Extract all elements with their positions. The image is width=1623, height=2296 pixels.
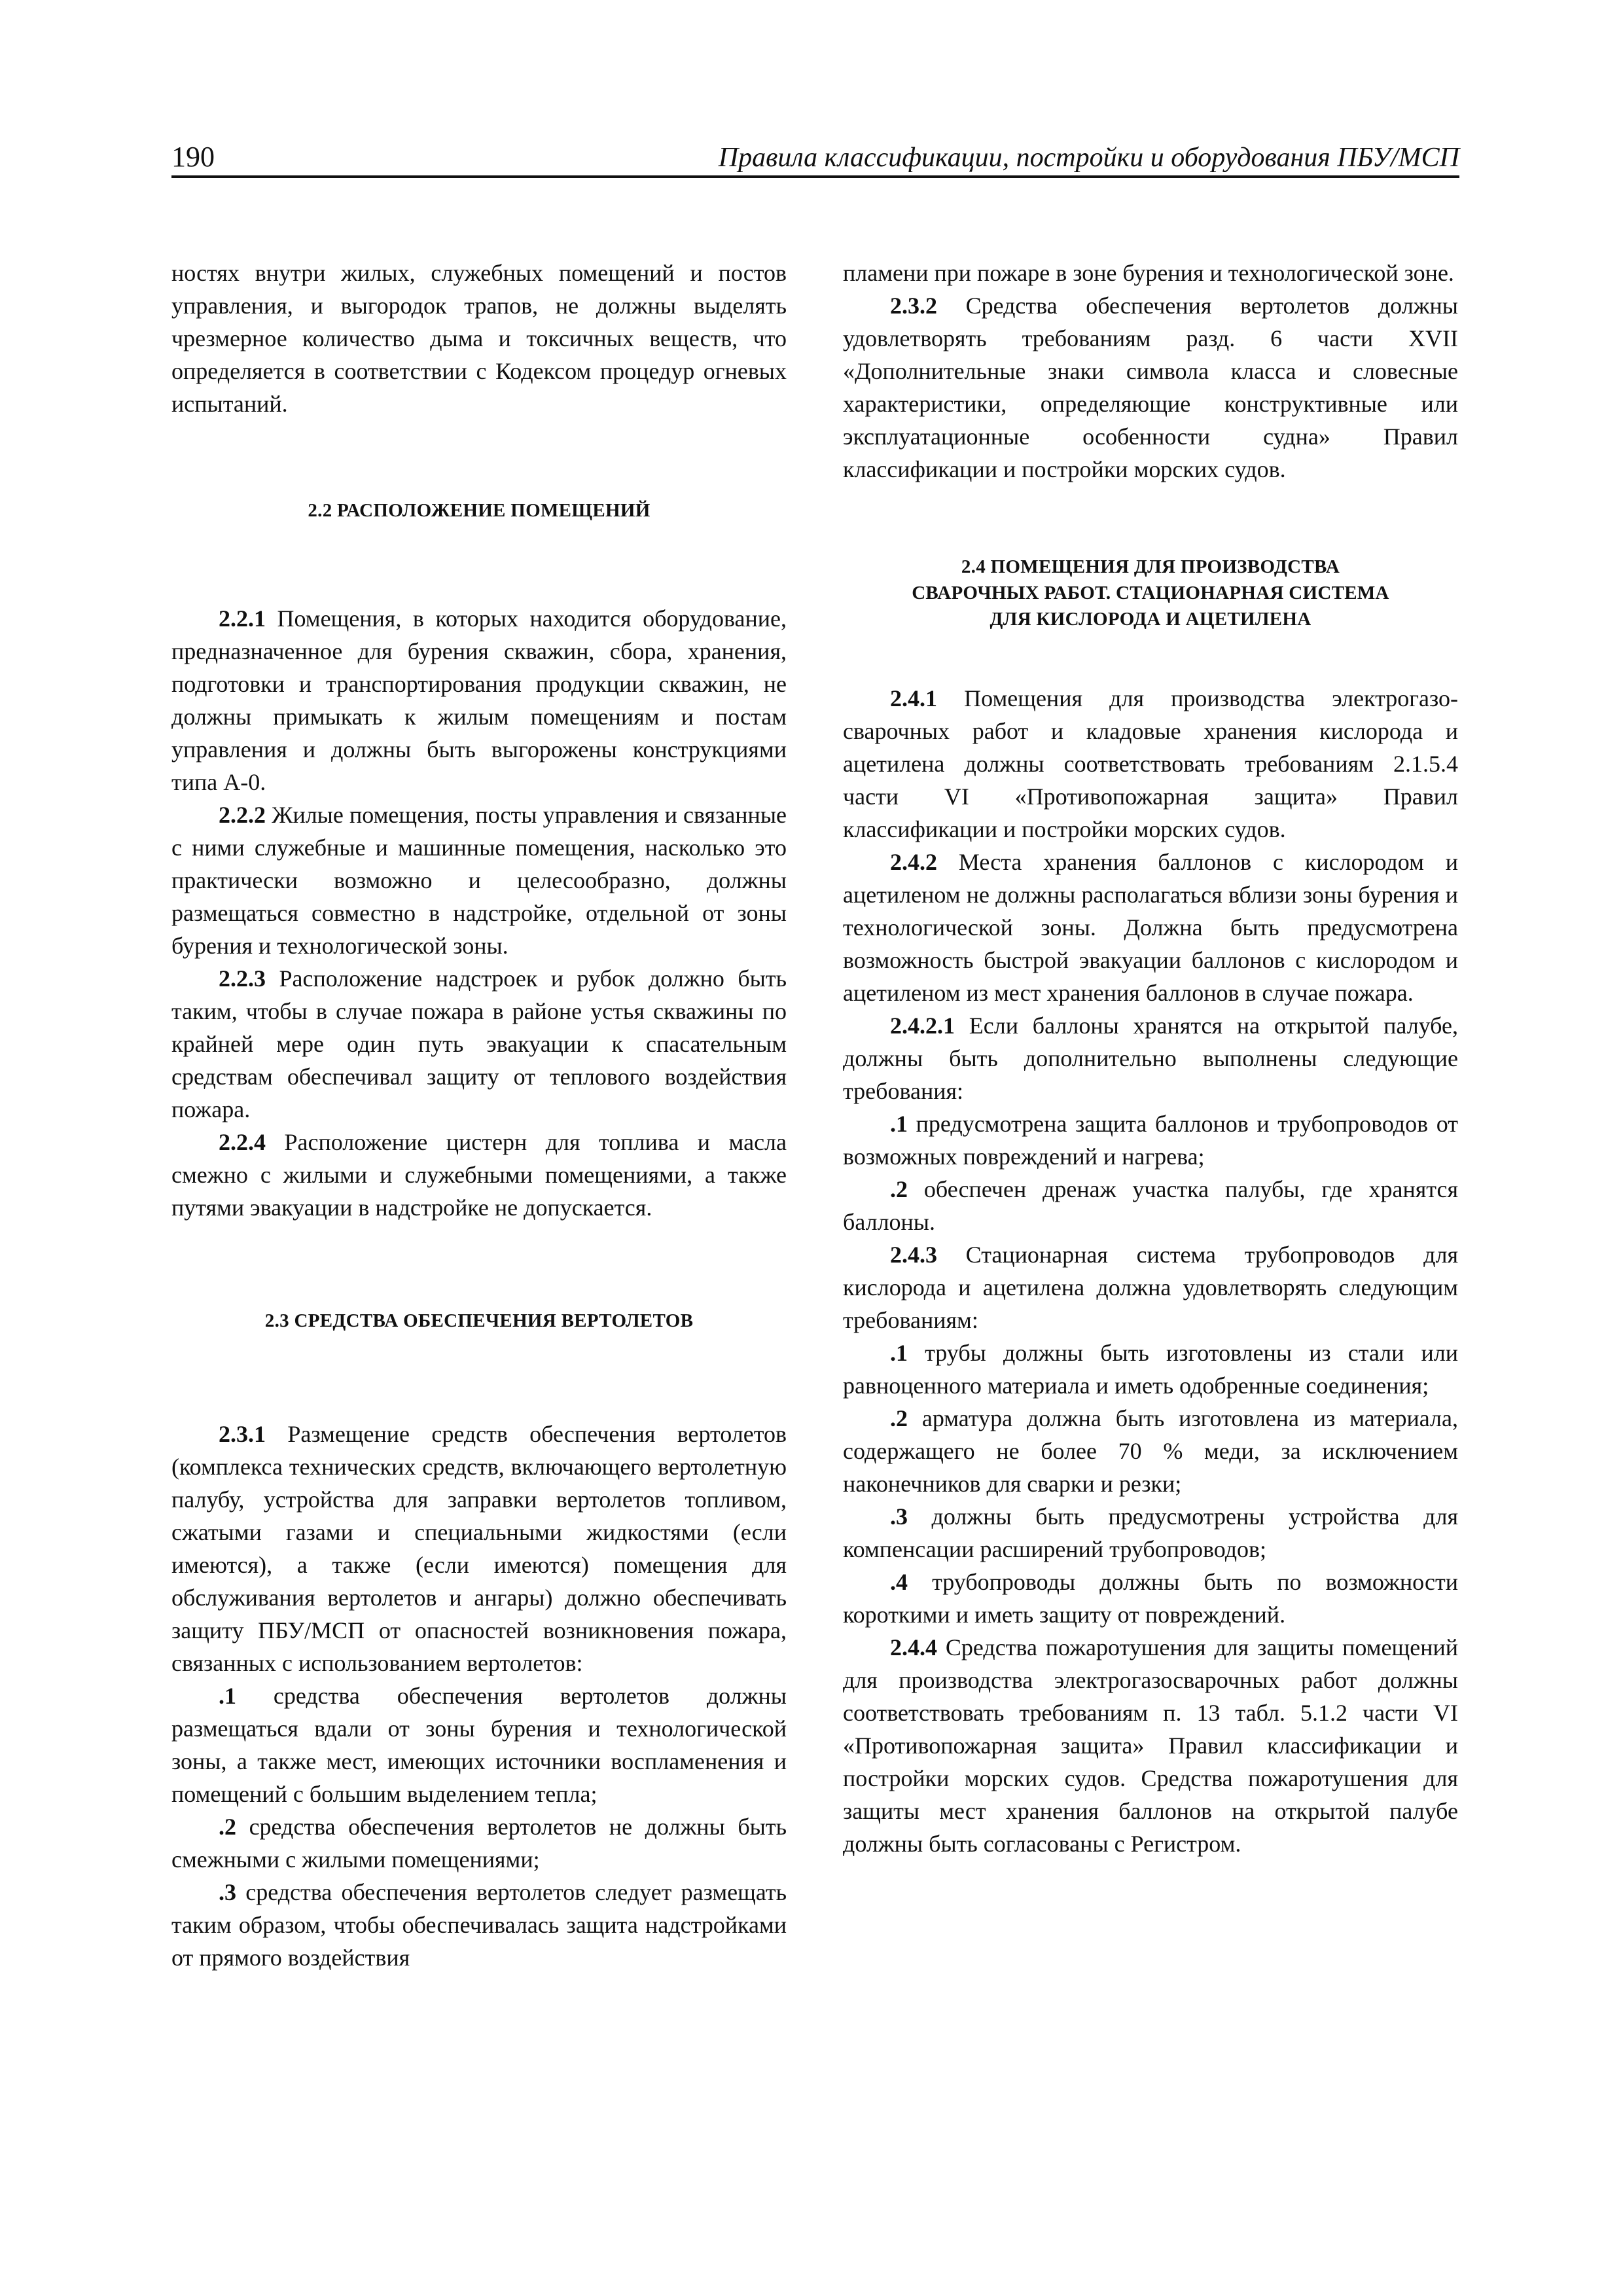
right-column	[843, 257, 1458, 1860]
clause-text: Расположение надстроек и рубок должно быть таким, чтобы в случае пожара в районе устья скважины по крайней мере один путь эвакуации к спасательным средствам обеспечивал защиту от теплового воздействия пожара.	[171, 965, 787, 1122]
clause-number: 2.3.1	[219, 1421, 266, 1447]
paragraph-2-4-2-1	[843, 1009, 1458, 1107]
item-number: .3	[890, 1503, 908, 1530]
paragraph-2-4-4	[843, 1631, 1458, 1860]
clause-number: 2.4.4	[890, 1634, 937, 1660]
page-number: 190	[171, 141, 215, 173]
item-text: трубы должны быть изготовлены из стали или равноценного материала и иметь одобренные соединения;	[843, 1340, 1458, 1399]
clause-text: Если баллоны хранятся на открытой палубе, должны быть дополнительно выполнены следующие требования:	[843, 1013, 1458, 1104]
list-item-2	[843, 1402, 1458, 1500]
item-number: .1	[890, 1340, 908, 1366]
list-item-4	[843, 1566, 1458, 1631]
list-item-3	[171, 1876, 787, 1974]
item-number: .1	[890, 1111, 908, 1137]
clause-text: Помещения для производства электрогазосварочных работ и кладовые хранения кислорода и ацетилена должны соответствовать требованиям 2.1.5.4 части VI «Противопожарная защита» Правил классификации и постройки морских судов.	[843, 685, 1458, 842]
clause-text: Размещение средств обеспечения вертолетов (комплекса технических средств, включающего вертолетную палубу, устройства для заправки вертолетов топливом, сжатыми газами и специальными жидкостями (если имеются), а также (если имеются) помещения для обслуживания вертолетов и ангары) должно обеспечивать защиту ПБУ/МСП от опасностей возникновения пожара, связанных с использованием вертолетов:	[171, 1421, 787, 1676]
clause-text: Расположение цистерн для топлива и масла смежно с жилыми и служебными помещениями, а также путями эвакуации в надстройке не допускается.	[171, 1129, 787, 1221]
section-heading-2-3: 2.3 СРЕДСТВА ОБЕСПЕЧЕНИЯ ВЕРТОЛЕТОВ	[264, 1310, 694, 1331]
paragraph-2-2-2	[171, 798, 787, 962]
heading-line: ДЛЯ КИСЛОРОДА И АЦЕТИЛЕНА	[990, 609, 1311, 630]
clause-number: 2.3.2	[890, 293, 937, 319]
item-text: должны быть предусмотрены устройства для компенсации расширений трубопроводов;	[843, 1503, 1458, 1562]
paragraph-2-4-1	[843, 682, 1458, 846]
item-number: .2	[219, 1814, 236, 1840]
clause-text: Жилые помещения, посты управления и связанные с ними служебные и машинные помещения, насколько это практически возможно и целесообразно, должны размещаться совместно в надстройке, отдельной от зоны бурения и технологической зоны.	[171, 802, 787, 959]
clause-number: 2.2.1	[219, 605, 266, 632]
item-number: .2	[890, 1405, 908, 1431]
item-number: .2	[890, 1176, 908, 1202]
paragraph-2-4-3	[843, 1238, 1458, 1336]
clause-text: Средства пожаротушения для защиты помещений для производства электрогазосварочных работ должны соответствовать требованиям п. 13 табл. 5.1.2 части VI «Противопожарная защита» Правил классификации и постройки морских судов. Средства пожаротушения для защиты мест хранения баллонов на открытой палубе должны быть согласованы с Регистром.	[843, 1634, 1458, 1857]
heading-line: 2.4 ПОМЕЩЕНИЯ ДЛЯ ПРОИЗВОДСТВА	[961, 556, 1340, 577]
page-header	[171, 137, 1459, 178]
paragraph-2-2-4	[171, 1126, 787, 1224]
clause-number: 2.2.4	[219, 1129, 266, 1155]
left-column	[171, 257, 787, 1974]
list-item-1	[843, 1336, 1458, 1402]
list-item-2	[843, 1173, 1458, 1238]
clause-text: Помещения, в которых находится оборудование, предназначенное для бурения скважин, сбора, хранения, подготовки и транспортирования продукции скважин, не должны примыкать к жилым помещениям и постам управления и должны быть выгорожены конструкциями типа А-0.	[171, 605, 787, 795]
heading-line: СВАРОЧНЫХ РАБОТ. СТАЦИОНАРНАЯ СИСТЕМА	[912, 583, 1389, 603]
paragraph-2-3-2	[843, 289, 1458, 486]
item-text: предусмотрена защита баллонов и трубопроводов от возможных повреждений и нагрева;	[843, 1111, 1458, 1170]
item-text: средства обеспечения вертолетов должны размещаться вдали от зоны бурения и технологической зоны, а также мест, имеющих источники воспламенения и помещений с большим выделением тепла;	[171, 1683, 787, 1807]
item-text: средства обеспечения вертолетов следует размещать таким образом, чтобы обеспечивалась защита надстройками от прямого воздействия	[171, 1879, 787, 1971]
clause-text: Места хранения баллонов с кислородом и ацетиленом не должны располагаться вблизи зоны бурения и технологической зоны. Должна быть предусмотрена возможность быстрой эвакуации баллонов с кислородом и ацетиленом из мест хранения баллонов в случае пожара.	[843, 849, 1458, 1006]
list-item-3	[843, 1500, 1458, 1566]
clause-number: 2.2.2	[219, 802, 266, 828]
paragraph-continuation: ностях внутри жилых, служебных помещений и постов управления, и выгородок трапов, не должны выделять чрезмерное количество дыма и токсичных веществ, что определяется в соответствии с Кодексом процедур огневых испытаний.	[171, 260, 787, 417]
item-text: арматура должна быть изготовлена из материала, содержащего не более 70 % меди, за исключением наконечников для сварки и резки;	[843, 1405, 1458, 1497]
paragraph-2-4-2	[843, 846, 1458, 1009]
clause-number: 2.4.3	[890, 1242, 937, 1268]
paragraph-2-2-3	[171, 962, 787, 1126]
item-number: .4	[890, 1569, 908, 1595]
paragraph-2-3-1	[171, 1418, 787, 1679]
section-heading-2-4	[843, 554, 1458, 632]
clause-text: Средства обеспечения вертолетов должны удовлетворять требованиям разд. 6 части XVII «Дополнительные знаки символа класса и словесные характеристики, определяющие конструктивные или эксплуатационные особенности судна» Правил классификации и постройки морских судов.	[843, 293, 1458, 482]
item-number: .3	[219, 1879, 236, 1905]
paragraph-2-2-1	[171, 602, 787, 798]
item-text: средства обеспечения вертолетов не должны быть смежными с жилыми помещениями;	[171, 1814, 787, 1873]
clause-text: Стационарная система трубопроводов для кислорода и ацетилена должна удовлетворять следующим требованиям:	[843, 1242, 1458, 1333]
clause-number: 2.4.1	[890, 685, 937, 711]
list-item-1	[843, 1107, 1458, 1173]
running-title: Правила классификации, постройки и оборудования ПБУ/МСП	[718, 143, 1459, 173]
section-heading-2-2: 2.2 РАСПОЛОЖЕНИЕ ПОМЕЩЕНИЙ	[308, 500, 651, 521]
clause-number: 2.4.2.1	[890, 1013, 955, 1039]
clause-number: 2.4.2	[890, 849, 937, 875]
list-item-2	[171, 1810, 787, 1876]
paragraph-continuation: пламени при пожаре в зоне бурения и технологической зоне.	[843, 260, 1454, 286]
item-text: обеспечен дренаж участка палубы, где хранятся баллоны.	[843, 1176, 1458, 1235]
list-item-1	[171, 1679, 787, 1810]
clause-number: 2.2.3	[219, 965, 266, 992]
item-text: трубопроводы должны быть по возможности короткими и иметь защиту от повреждений.	[843, 1569, 1458, 1628]
item-number: .1	[219, 1683, 236, 1709]
